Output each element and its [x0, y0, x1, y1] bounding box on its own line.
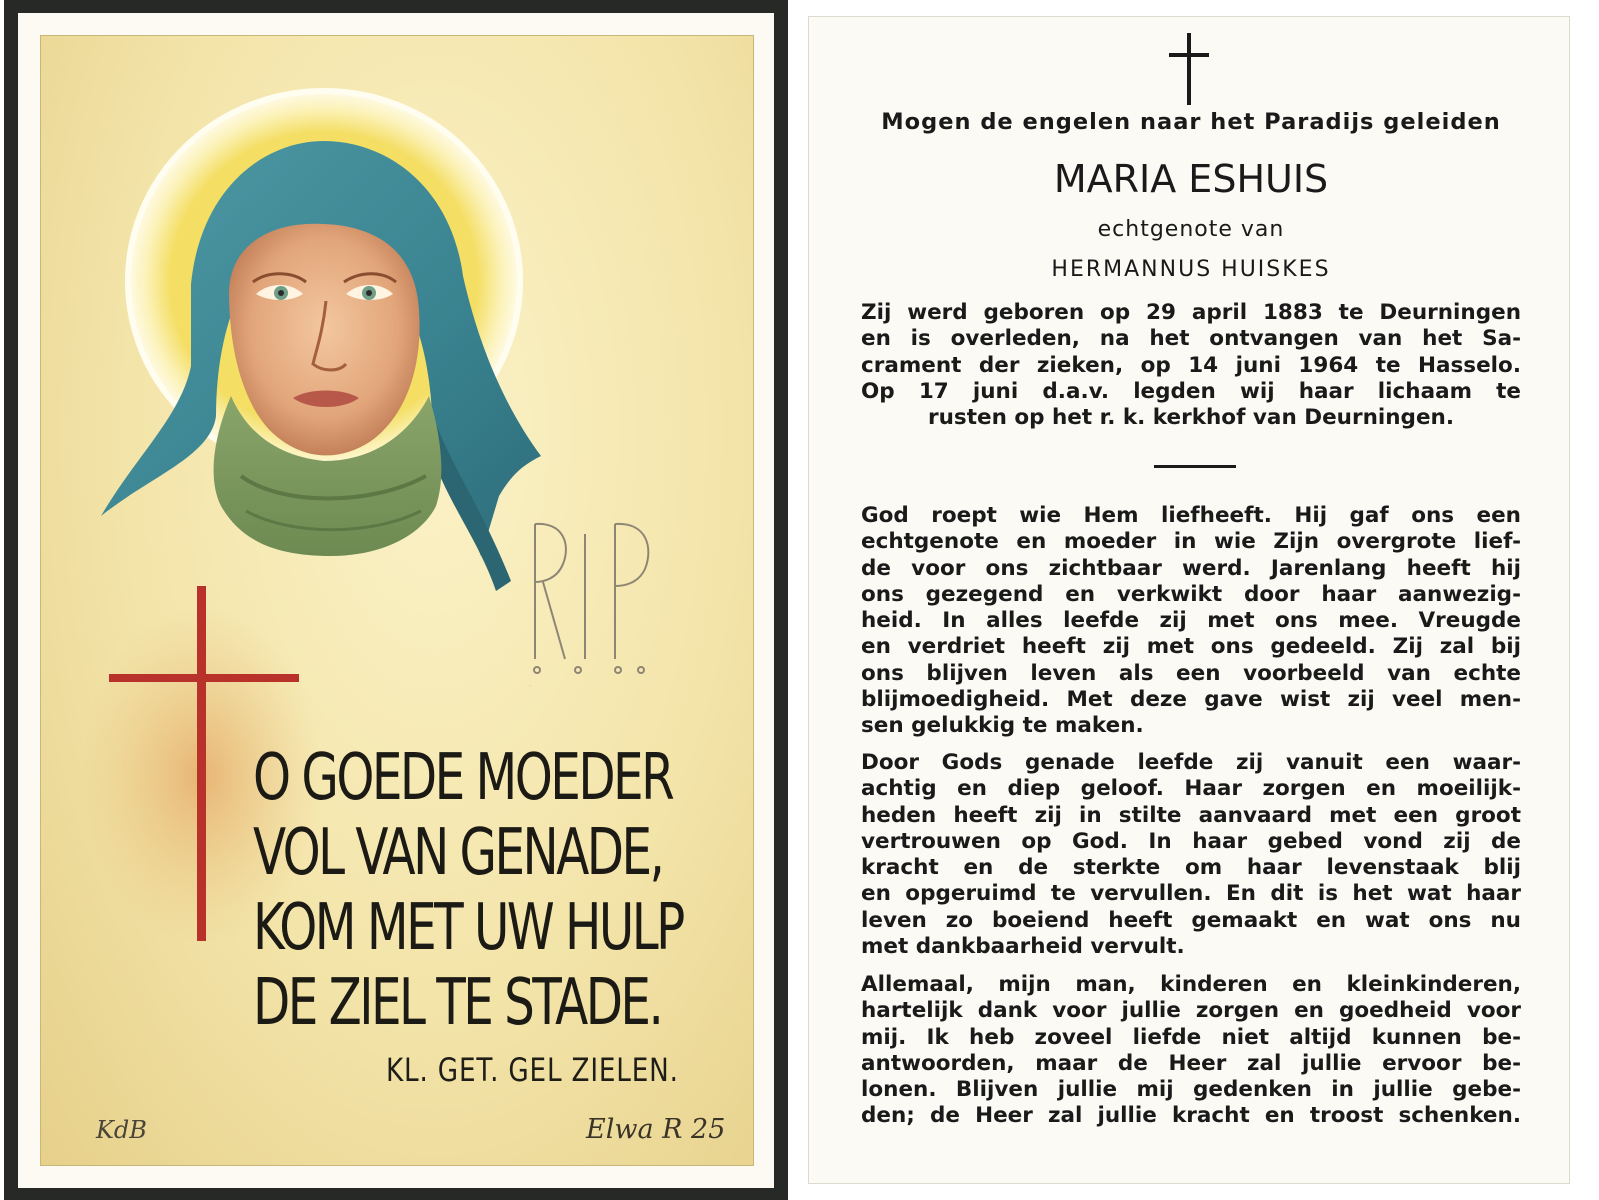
prayer-text: [253, 741, 683, 1041]
rip-monogram-text: R.I.P.: [529, 686, 532, 687]
card-front-mat: [18, 13, 774, 1188]
prayer-line: O GOEDE MOEDER: [253, 741, 673, 815]
text-line: sen gelukkig te maken.: [861, 713, 1144, 739]
text-line: achtig en diep geloof. Haar zorgen en moeilijk-: [861, 776, 1521, 802]
paragraph-1: [861, 503, 1521, 740]
text-line: den; de Heer zal jullie kracht en troost schenken.: [861, 1103, 1521, 1129]
text-line: antwoorden, maar de Heer zal jullie ervoor be-: [861, 1050, 1521, 1076]
text-line: kracht en de sterkte om haar levenstaak blij: [861, 855, 1521, 881]
paragraph-3: [861, 972, 1521, 1130]
spouse-prefix: echtgenote van: [1097, 217, 1285, 242]
text-line: mij. Ik heb zoveel liefde niet altijd kunnen be-: [861, 1024, 1521, 1050]
text-line: heid. In alles leefde zij met ons mee. Vreugde: [861, 608, 1521, 634]
invocation-line: Mogen de engelen naar het Paradijs geleiden: [881, 109, 1501, 135]
text-line: ons gezegend en verkwikt door haar aanwezig-: [861, 581, 1521, 607]
prayer-line: DE ZIEL TE STADE.: [253, 966, 662, 1040]
text-line: vertrouwen op God. In haar gebed vond zij de: [861, 828, 1521, 854]
text-line: hartelijk dank voor jullie zorgen en goedheid voor: [861, 998, 1521, 1024]
divider: [1154, 465, 1236, 468]
text-line: echtgenote en moeder in wie Zijn overgrote lief-: [861, 529, 1521, 555]
prayer-line: VOL VAN GENADE,: [253, 816, 663, 890]
text-line: God roept wie Hem liefheeft. Hij gaf ons een: [861, 503, 1521, 528]
text-line: Allemaal, mijn man, kinderen en kleinkinderen,: [861, 972, 1521, 997]
text-line: Zij werd geboren op 29 april 1883 te Deurningen: [861, 300, 1521, 325]
prayer-credit: KL. GET. GEL ZIELEN.: [386, 1051, 679, 1089]
spouse-name: HERMANNUS HUISKES: [1051, 257, 1331, 282]
text-line: blijmoedigheid. Met deze gave wist zij veel men-: [861, 687, 1521, 713]
text-line: en is overleden, na het ontvangen van het Sa-: [861, 326, 1521, 352]
text-line: heden heeft zij in stilte aanvaard met een groot: [861, 802, 1521, 828]
card-front: [4, 0, 788, 1200]
text-line: rusten op het r. k. kerkhof van Deurningen.: [928, 405, 1454, 431]
card-front-panel: [40, 35, 754, 1166]
text-line: lonen. Blijven jullie mij gedenken in jullie gebe-: [861, 1077, 1521, 1103]
text-line: de voor ons zichtbaar werd. Jarenlang heeft hij: [861, 555, 1521, 581]
text-line: Op 17 juni d.a.v. legden wij haar lichaam te: [861, 378, 1521, 404]
text-line: crament der zieken, op 14 juni 1964 te Hasselo.: [861, 352, 1521, 378]
publisher-mark: Elwa R 25: [586, 1114, 726, 1145]
prayer-line: KOM MET UW HULP: [253, 891, 683, 965]
text-line: Door Gods genade leefde zij vanuit een waar-: [861, 750, 1521, 775]
deceased-name: MARIA ESHUIS: [1053, 157, 1329, 201]
text-line: en opgeruimd te vervullen. En dit is het wat haar: [861, 881, 1521, 907]
text-line: en verdriet heeft zij met ons gedeeld. Zij zal bij: [861, 634, 1521, 660]
rip-monogram-icon: [523, 494, 673, 699]
paragraph-2: [861, 750, 1521, 960]
text-line: leven zo boeiend heeft gemaakt en wat ons nu: [861, 907, 1521, 933]
card-back: [808, 16, 1570, 1184]
text-line: met dankbaarheid vervult.: [861, 934, 1185, 960]
text-line: ons blijven leven als een voorbeeld van echte: [861, 660, 1521, 686]
latin-cross-icon: [1166, 31, 1212, 107]
artist-signature: KdB: [96, 1116, 147, 1144]
birth-death-block: [861, 300, 1521, 431]
